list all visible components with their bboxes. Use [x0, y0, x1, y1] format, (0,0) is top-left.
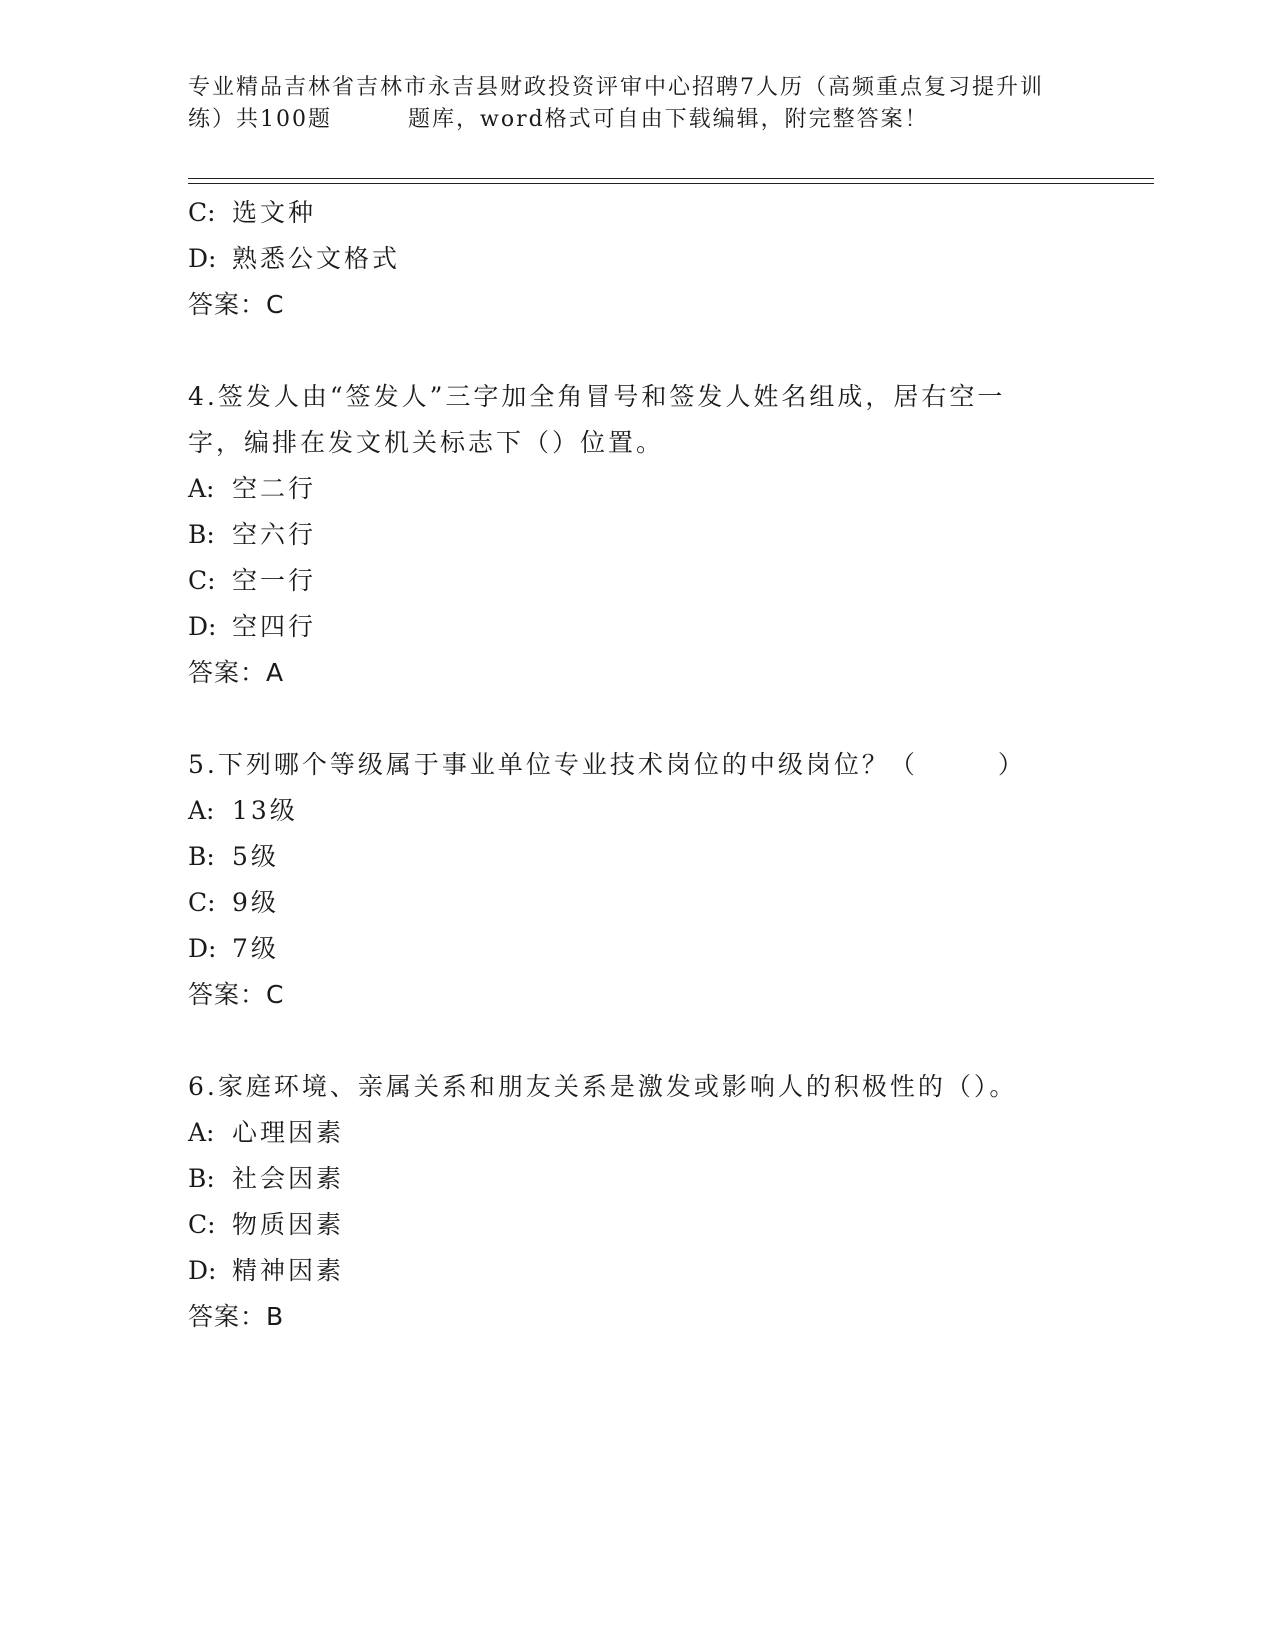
q3-option-c — [188, 190, 1088, 236]
option-text: 空六行 — [232, 520, 317, 549]
option-text: 物质因素 — [232, 1210, 345, 1239]
q5-stem — [188, 742, 1088, 788]
header-divider-bottom — [188, 183, 1154, 184]
header-line-2-part-2: 题库，word格式可自由下载编辑，附完整答案！ — [408, 107, 929, 132]
option-label: A: — [188, 796, 215, 825]
q5-stem-text: 5.下列哪个等级属于事业单位专业技术岗位的中级岗位？（ — [188, 750, 918, 779]
q3-option-d — [188, 236, 1088, 282]
q4-option-d — [188, 604, 1088, 650]
option-text: 社会因素 — [232, 1164, 345, 1193]
option-label: D: — [188, 934, 217, 963]
option-text: 精神因素 — [232, 1256, 345, 1285]
header-line-2 — [188, 104, 1088, 136]
option-text: 熟悉公文格式 — [232, 244, 401, 273]
option-label: C: — [188, 566, 216, 595]
header-line-2-part-1: 练）共100题 — [188, 107, 332, 132]
option-text: 13级 — [232, 796, 298, 825]
option-text: 心理因素 — [232, 1118, 345, 1147]
q4-option-c — [188, 558, 1088, 604]
q4-answer: 答案：A — [188, 658, 285, 687]
q6-option-c — [188, 1202, 1088, 1248]
q4-stem-line-1: 4.签发人由“签发人”三字加全角冒号和签发人姓名组成，居右空一 — [188, 382, 1006, 411]
option-label: B: — [188, 520, 215, 549]
option-text: 空四行 — [232, 612, 317, 641]
option-label: A: — [188, 1118, 215, 1147]
option-text: 选文种 — [232, 198, 317, 227]
option-text: 5级 — [232, 842, 279, 871]
q5-option-a — [188, 788, 1088, 834]
option-text: 空二行 — [232, 474, 317, 503]
q3-answer: 答案：C — [188, 290, 285, 319]
option-label: C: — [188, 888, 216, 917]
q6-option-b — [188, 1156, 1088, 1202]
header-divider-top — [188, 178, 1154, 179]
option-text: 7级 — [232, 934, 279, 963]
q4-stem-line-2: 字，编排在发文机关标志下（）位置。 — [188, 428, 665, 457]
q6-stem: 6.家庭环境、亲属关系和朋友关系是激发或影响人的积极性的（）。 — [188, 1072, 1018, 1101]
q6-answer: 答案：B — [188, 1302, 285, 1331]
option-label: B: — [188, 842, 215, 871]
document-header — [188, 72, 1088, 136]
option-label: D: — [188, 612, 217, 641]
q6-option-d — [188, 1248, 1088, 1294]
header-line-1: 专业精品吉林省吉林市永吉县财政投资评审中心招聘7人历（高频重点复习提升训 — [188, 75, 1044, 100]
option-text: 9级 — [232, 888, 279, 917]
option-label: D: — [188, 244, 217, 273]
option-label: B: — [188, 1164, 215, 1193]
option-text: 空一行 — [232, 566, 317, 595]
q5-answer: 答案：C — [188, 980, 285, 1009]
q5-option-b — [188, 834, 1088, 880]
q6-option-a — [188, 1110, 1088, 1156]
q5-option-d — [188, 926, 1088, 972]
option-label: D: — [188, 1256, 217, 1285]
option-label: C: — [188, 1210, 216, 1239]
question-content — [188, 190, 1088, 1340]
q4-option-b — [188, 512, 1088, 558]
q5-option-c — [188, 880, 1088, 926]
option-label: A: — [188, 474, 215, 503]
q5-stem-close-paren: ） — [997, 750, 1026, 779]
option-label: C: — [188, 198, 216, 227]
q4-option-a — [188, 466, 1088, 512]
